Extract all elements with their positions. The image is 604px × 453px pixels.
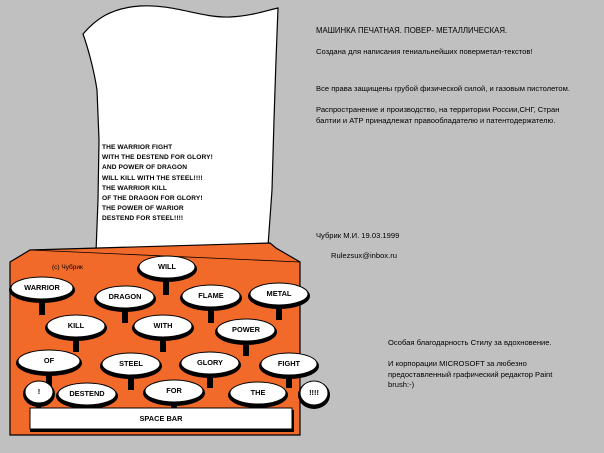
lyric-line: THE WARRIOR FIGHT: [102, 144, 173, 151]
rights-paragraph: Все права защищены грубой физической силой, и газовым пистолетом.: [316, 84, 570, 93]
paper-lyrics: [102, 143, 272, 225]
key-glory-label: GLORY: [196, 357, 224, 367]
description-paragraph: Создана для написания гениальнейших поверметал-текстов!: [316, 47, 533, 56]
microsoft-thanks-paragraph: И корпорации MICROSOFT за любезно предоставленный графический редактор Paint brush:-): [388, 359, 553, 390]
key-for-label: FOR: [166, 385, 182, 395]
lyric-line: OF THE DRAGON FOR GLORY!: [102, 195, 203, 203]
key-steel-label: STEEL: [119, 358, 143, 368]
lyric-line: THE WARRIOR KILL: [102, 184, 167, 192]
page-title: МАШИНКА ПЕЧАТНАЯ. ПОВЕР- МЕТАЛЛИЧЕСКАЯ.: [316, 26, 508, 35]
space-bar[interactable]: [30, 408, 294, 432]
distribution-paragraph: Распространение и производство, на территории России,СНГ, Стран балтии и АТР принадлежат правообладателю и патентодержателю.: [316, 105, 560, 125]
lyric-line: WILL KILL WITH THE STEEL!!!!: [102, 174, 203, 182]
key-metal-label: METAL: [266, 288, 292, 298]
key-exclaims[interactable]: [298, 381, 330, 409]
space-bar-label: SPACE BAR: [139, 413, 183, 423]
lyric-line: AND POWER OF DRAGON: [102, 164, 188, 172]
key-exclaims-label: !!!!: [309, 387, 319, 397]
key-the-label: THE: [250, 387, 266, 397]
key-destend-label: DESTEND: [69, 388, 105, 398]
key-with-label: WITH: [153, 320, 173, 330]
author-email[interactable]: Rulezsux@inbox.ru: [331, 251, 397, 260]
author-signature: Чубрик М.И. 19.03.1999: [316, 231, 400, 240]
lyric-line: THE POWER OF WARIOR: [102, 205, 184, 213]
key-will-label: WILL: [157, 261, 177, 271]
thanks-paragraph: Особая благодарность Стилу за вдохновение.: [388, 338, 552, 347]
key-fight-label: FIGHT: [277, 358, 301, 368]
key-of-label: OF: [43, 355, 55, 365]
copyright-label: (c) Чубрик: [52, 264, 83, 271]
key-dragon-label: DRAGON: [108, 291, 142, 301]
lyric-line: WITH THE DESTEND FOR GLORY!: [102, 154, 213, 162]
key-kill-label: KILL: [67, 320, 85, 330]
key-power-label: POWER: [232, 324, 260, 334]
key-warrior-label: WARRIOR: [24, 282, 60, 292]
lyric-line: DESTEND FOR STEEL!!!!: [102, 215, 184, 223]
key-exclaim-label: !: [37, 386, 41, 396]
key-flame-label: FLAME: [198, 290, 224, 300]
